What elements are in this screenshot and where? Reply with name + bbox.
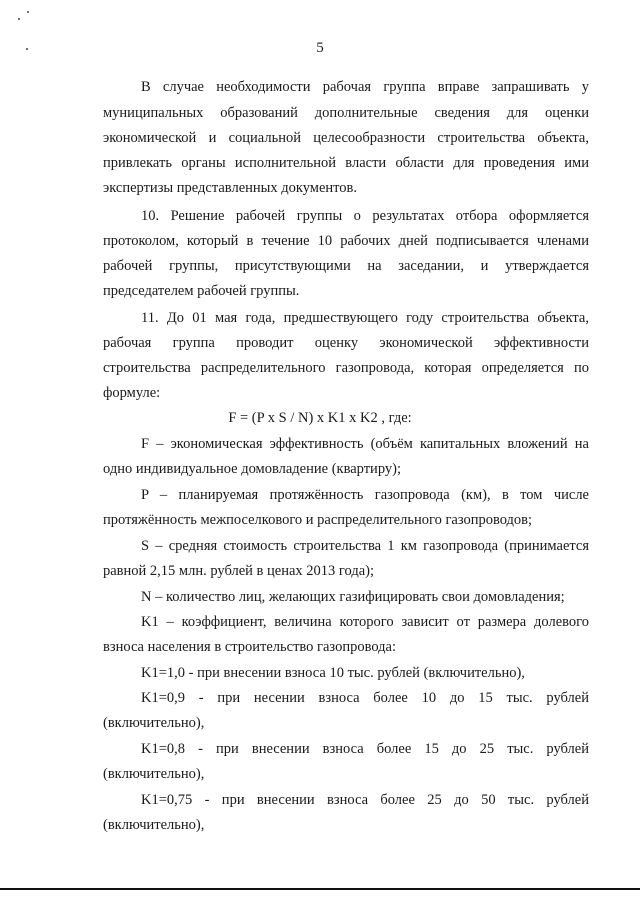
- paragraph-line: экспертизы представленных документов.: [103, 180, 358, 196]
- coefficient-line: K1=0,8 - при внесении взноса более 15 до 25 тыс. рублей: [141, 741, 589, 757]
- paragraph-line: 10. Решение рабочей группы о результатах отбора оформляется: [141, 208, 589, 224]
- definition-line: K1 – коэффициент, величина которого зависит от размера долевого: [141, 614, 589, 630]
- paragraph-line: рабочая группа проводит оценку экономической эффективности: [103, 335, 589, 351]
- paragraph-line: В случае необходимости рабочая группа вправе запрашивать у: [141, 79, 589, 95]
- definition-line: S – средняя стоимость строительства 1 км газопровода (принимается: [141, 538, 589, 554]
- scan-speck: [27, 11, 29, 13]
- paragraph-line: рабочей группы, присутствующими на заседании, и утверждается: [103, 258, 589, 274]
- definition-line: N – количество лиц, желающих газифицировать свои домовладения;: [141, 589, 565, 605]
- paragraph-line: председателем рабочей группы.: [103, 283, 300, 299]
- paragraph-line: экономической и социальной целесообразности строительства объекта,: [103, 130, 589, 146]
- formula: F = (P x S / N) x K1 x K2 , где:: [228, 410, 412, 426]
- definition-line: одно индивидуальное домовладение (квартиру);: [103, 461, 401, 477]
- paragraph-line: строительства распределительного газопровода, которая определяется по: [103, 360, 589, 376]
- paragraph-line: 11. До 01 мая года, предшествующего году строительства объекта,: [141, 310, 589, 326]
- bottom-rule: [0, 888, 640, 890]
- paragraph-line: формуле:: [103, 385, 161, 401]
- definition-line: равной 2,15 млн. рублей в ценах 2013 года);: [103, 563, 374, 579]
- scan-speck: [18, 18, 20, 20]
- coefficient-line: K1=0,75 - при внесении взноса более 25 до 50 тыс. рублей: [141, 792, 589, 808]
- definition-line: протяжённость межпоселкового и распределительного газопроводов;: [103, 512, 533, 528]
- page-number: 5: [316, 40, 324, 56]
- coefficient-line: K1=0,9 - при несении взноса более 10 до 15 тыс. рублей: [141, 690, 589, 706]
- definition-line: F – экономическая эффективность (объём капитальных вложений на: [141, 436, 589, 452]
- coefficient-line: K1=1,0 - при внесении взноса 10 тыс. рублей (включительно),: [141, 665, 525, 681]
- coefficient-line: (включительно),: [103, 817, 205, 833]
- coefficient-line: (включительно),: [103, 766, 205, 782]
- definition-line: P – планируемая протяжённость газопровода (км), в том числе: [141, 487, 589, 503]
- paragraph-line: протоколом, который в течение 10 рабочих дней подписывается членами: [103, 233, 589, 249]
- paragraph-line: муниципальных образований дополнительные сведения для оценки: [103, 105, 589, 121]
- definition-line: взноса населения в строительство газопровода:: [103, 639, 397, 655]
- paragraph-line: привлекать органы исполнительной власти области для проведения ими: [103, 155, 589, 171]
- coefficient-line: (включительно),: [103, 715, 205, 731]
